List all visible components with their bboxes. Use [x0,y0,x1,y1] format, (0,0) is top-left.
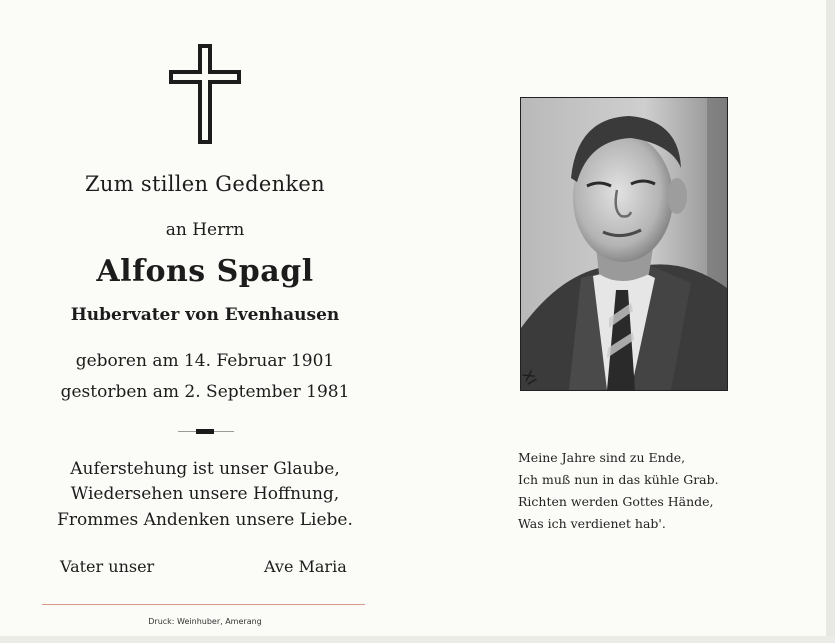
verse-line: Frommes Andenken unsere Liebe. [57,510,353,530]
poem-line: Was ich verdienet hab'. [518,516,666,531]
death-date: gestorben am 2. September 1981 [60,382,350,402]
svg-text:XI: XI [518,368,540,388]
verse-line: Wiedersehen unsere Hoffnung, [70,484,340,504]
footer-rule [42,604,365,605]
portrait-photo [520,97,728,391]
divider-ornament [196,429,214,434]
verse-line: Auferstehung ist unser Glaube, [70,459,340,479]
scan-edge-right [826,0,835,643]
birth-date: geboren am 14. Februar 1901 [75,351,335,371]
deceased-name: Alfons Spagl [96,254,314,289]
poem [518,447,719,535]
poem-line: Ich muß nun in das kühle Grab. [518,472,719,487]
heading: Zum stillen Gedenken [85,172,325,196]
poem-line: Richten werden Gottes Hände, [518,494,714,509]
poem-line: Meine Jahre sind zu Ende, [518,450,686,465]
salutation: an Herrn [165,220,245,240]
portrait-illustration [518,98,727,390]
prayer-vater-unser: Vater unser [60,557,155,576]
subtitle: Hubervater von Evenhausen [70,305,340,325]
prayer-ave-maria: Ave Maria [264,557,347,576]
printer-credit: Druck: Weinhuber, Amerang [148,617,262,626]
cross-icon [167,42,243,146]
left-panel [30,0,380,643]
